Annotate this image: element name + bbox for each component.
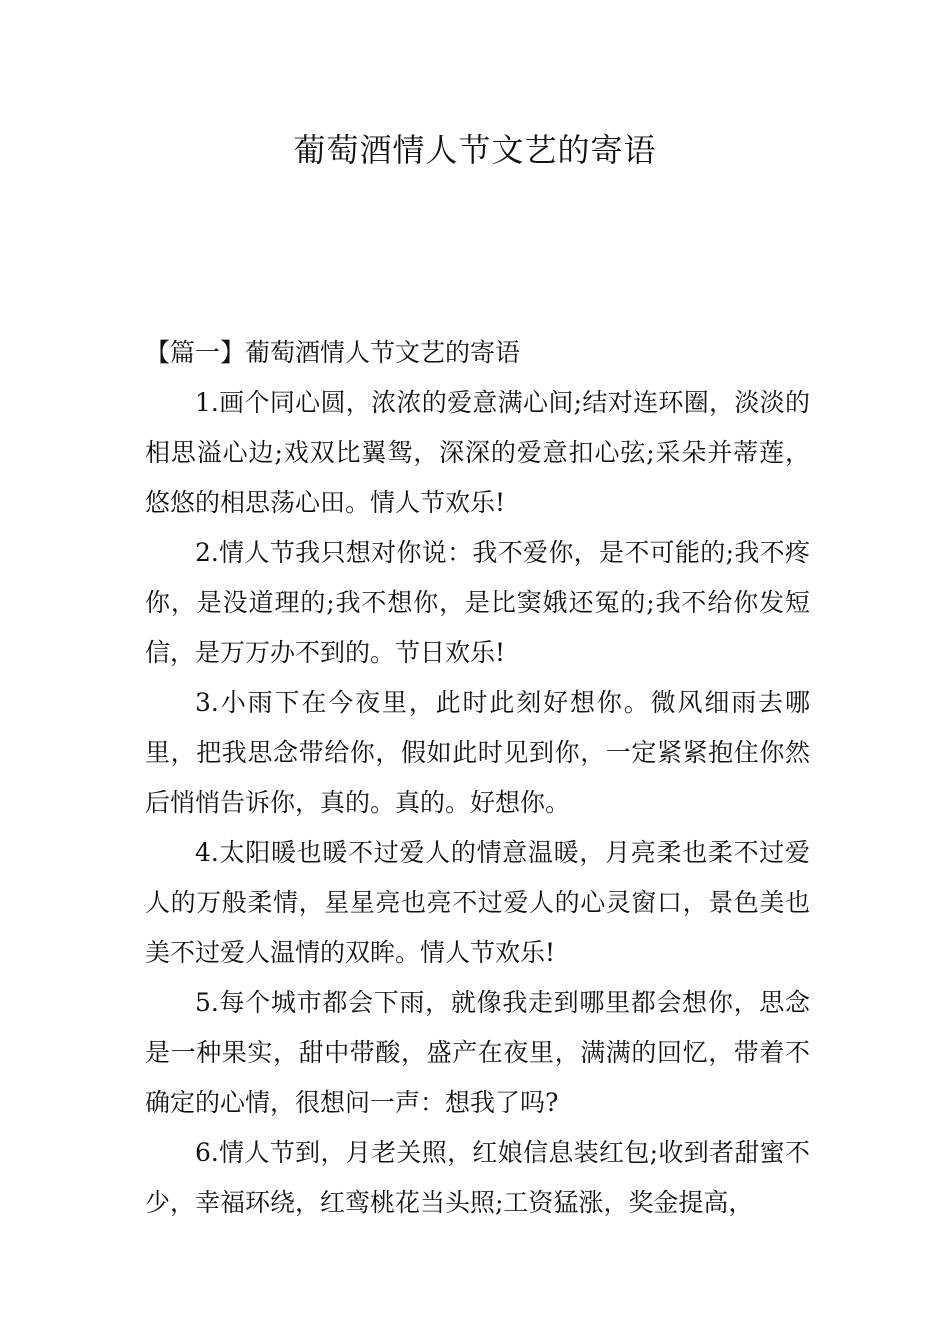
paragraph-3: 3.小雨下在今夜里，此时此刻好想你。微风细雨去哪里，把我思念带给你，假如此时见到你，一定紧紧抱住你然后悄悄告诉你，真的。真的。好想你。 [145,688,810,817]
section-heading: 【篇一】葡萄酒情人节文艺的寄语 [145,338,521,367]
paragraph-1: 1.画个同心圆，浓浓的爱意满心间;结对连环圈，淡淡的相思溢心边;戏双比翼鸳，深深的爱意扣心弦;采朵并蒂莲，悠悠的相思荡心田。情人节欢乐! [145,388,810,517]
document-title: 葡萄酒情人节文艺的寄语 [293,131,657,169]
paragraph-6: 6.情人节到，月老关照，红娘信息装红包;收到者甜蜜不少，幸福环绕，红鸾桃花当头照;工资猛涨，奖金提高， [145,1138,810,1217]
paragraph-2: 2.情人节我只想对你说：我不爱你，是不可能的;我不疼你，是没道理的;我不想你，是比窦娥还冤的;我不给你发短信，是万万办不到的。节日欢乐! [145,538,810,667]
document-body [145,328,810,1228]
paragraph-4: 4.太阳暖也暖不过爱人的情意温暖，月亮柔也柔不过爱人的万般柔情，星星亮也亮不过爱人的心灵窗口，景色美也美不过爱人温情的双眸。情人节欢乐! [145,838,810,967]
paragraph-5: 5.每个城市都会下雨，就像我走到哪里都会想你，思念是一种果实，甜中带酸，盛产在夜里，满满的回忆，带着不确定的心情，很想问一声：想我了吗? [145,988,810,1117]
